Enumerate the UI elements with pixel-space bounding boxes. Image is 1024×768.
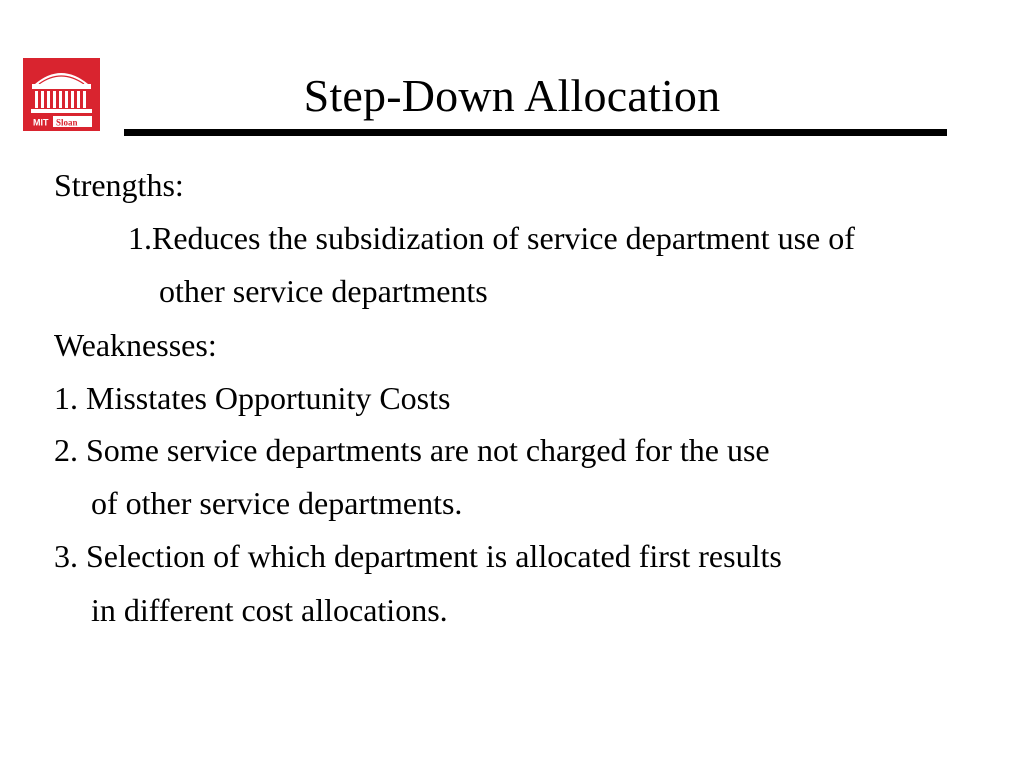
weaknesses-heading: Weaknesses:: [54, 327, 217, 363]
title-underline: [124, 129, 947, 136]
strength-item-1: 1.Reduces the subsidization of service department use of: [128, 220, 855, 256]
slide-title: Step-Down Allocation: [303, 70, 721, 121]
weakness-item-1: 1. Misstates Opportunity Costs: [54, 380, 451, 416]
weakness-item-3-continuation: in different cost allocations.: [91, 592, 448, 628]
logo-sloan-text: Sloan: [56, 117, 78, 128]
strengths-heading: Strengths:: [54, 167, 184, 203]
logo-mit-text: MIT: [33, 117, 49, 128]
strength-item-1-continuation: other service departments: [159, 273, 488, 309]
weakness-item-2: 2. Some service departments are not charged for the use: [54, 432, 770, 468]
weakness-item-3: 3. Selection of which department is allocated first results: [54, 538, 782, 574]
weakness-item-2-continuation: of other service departments.: [91, 485, 463, 521]
